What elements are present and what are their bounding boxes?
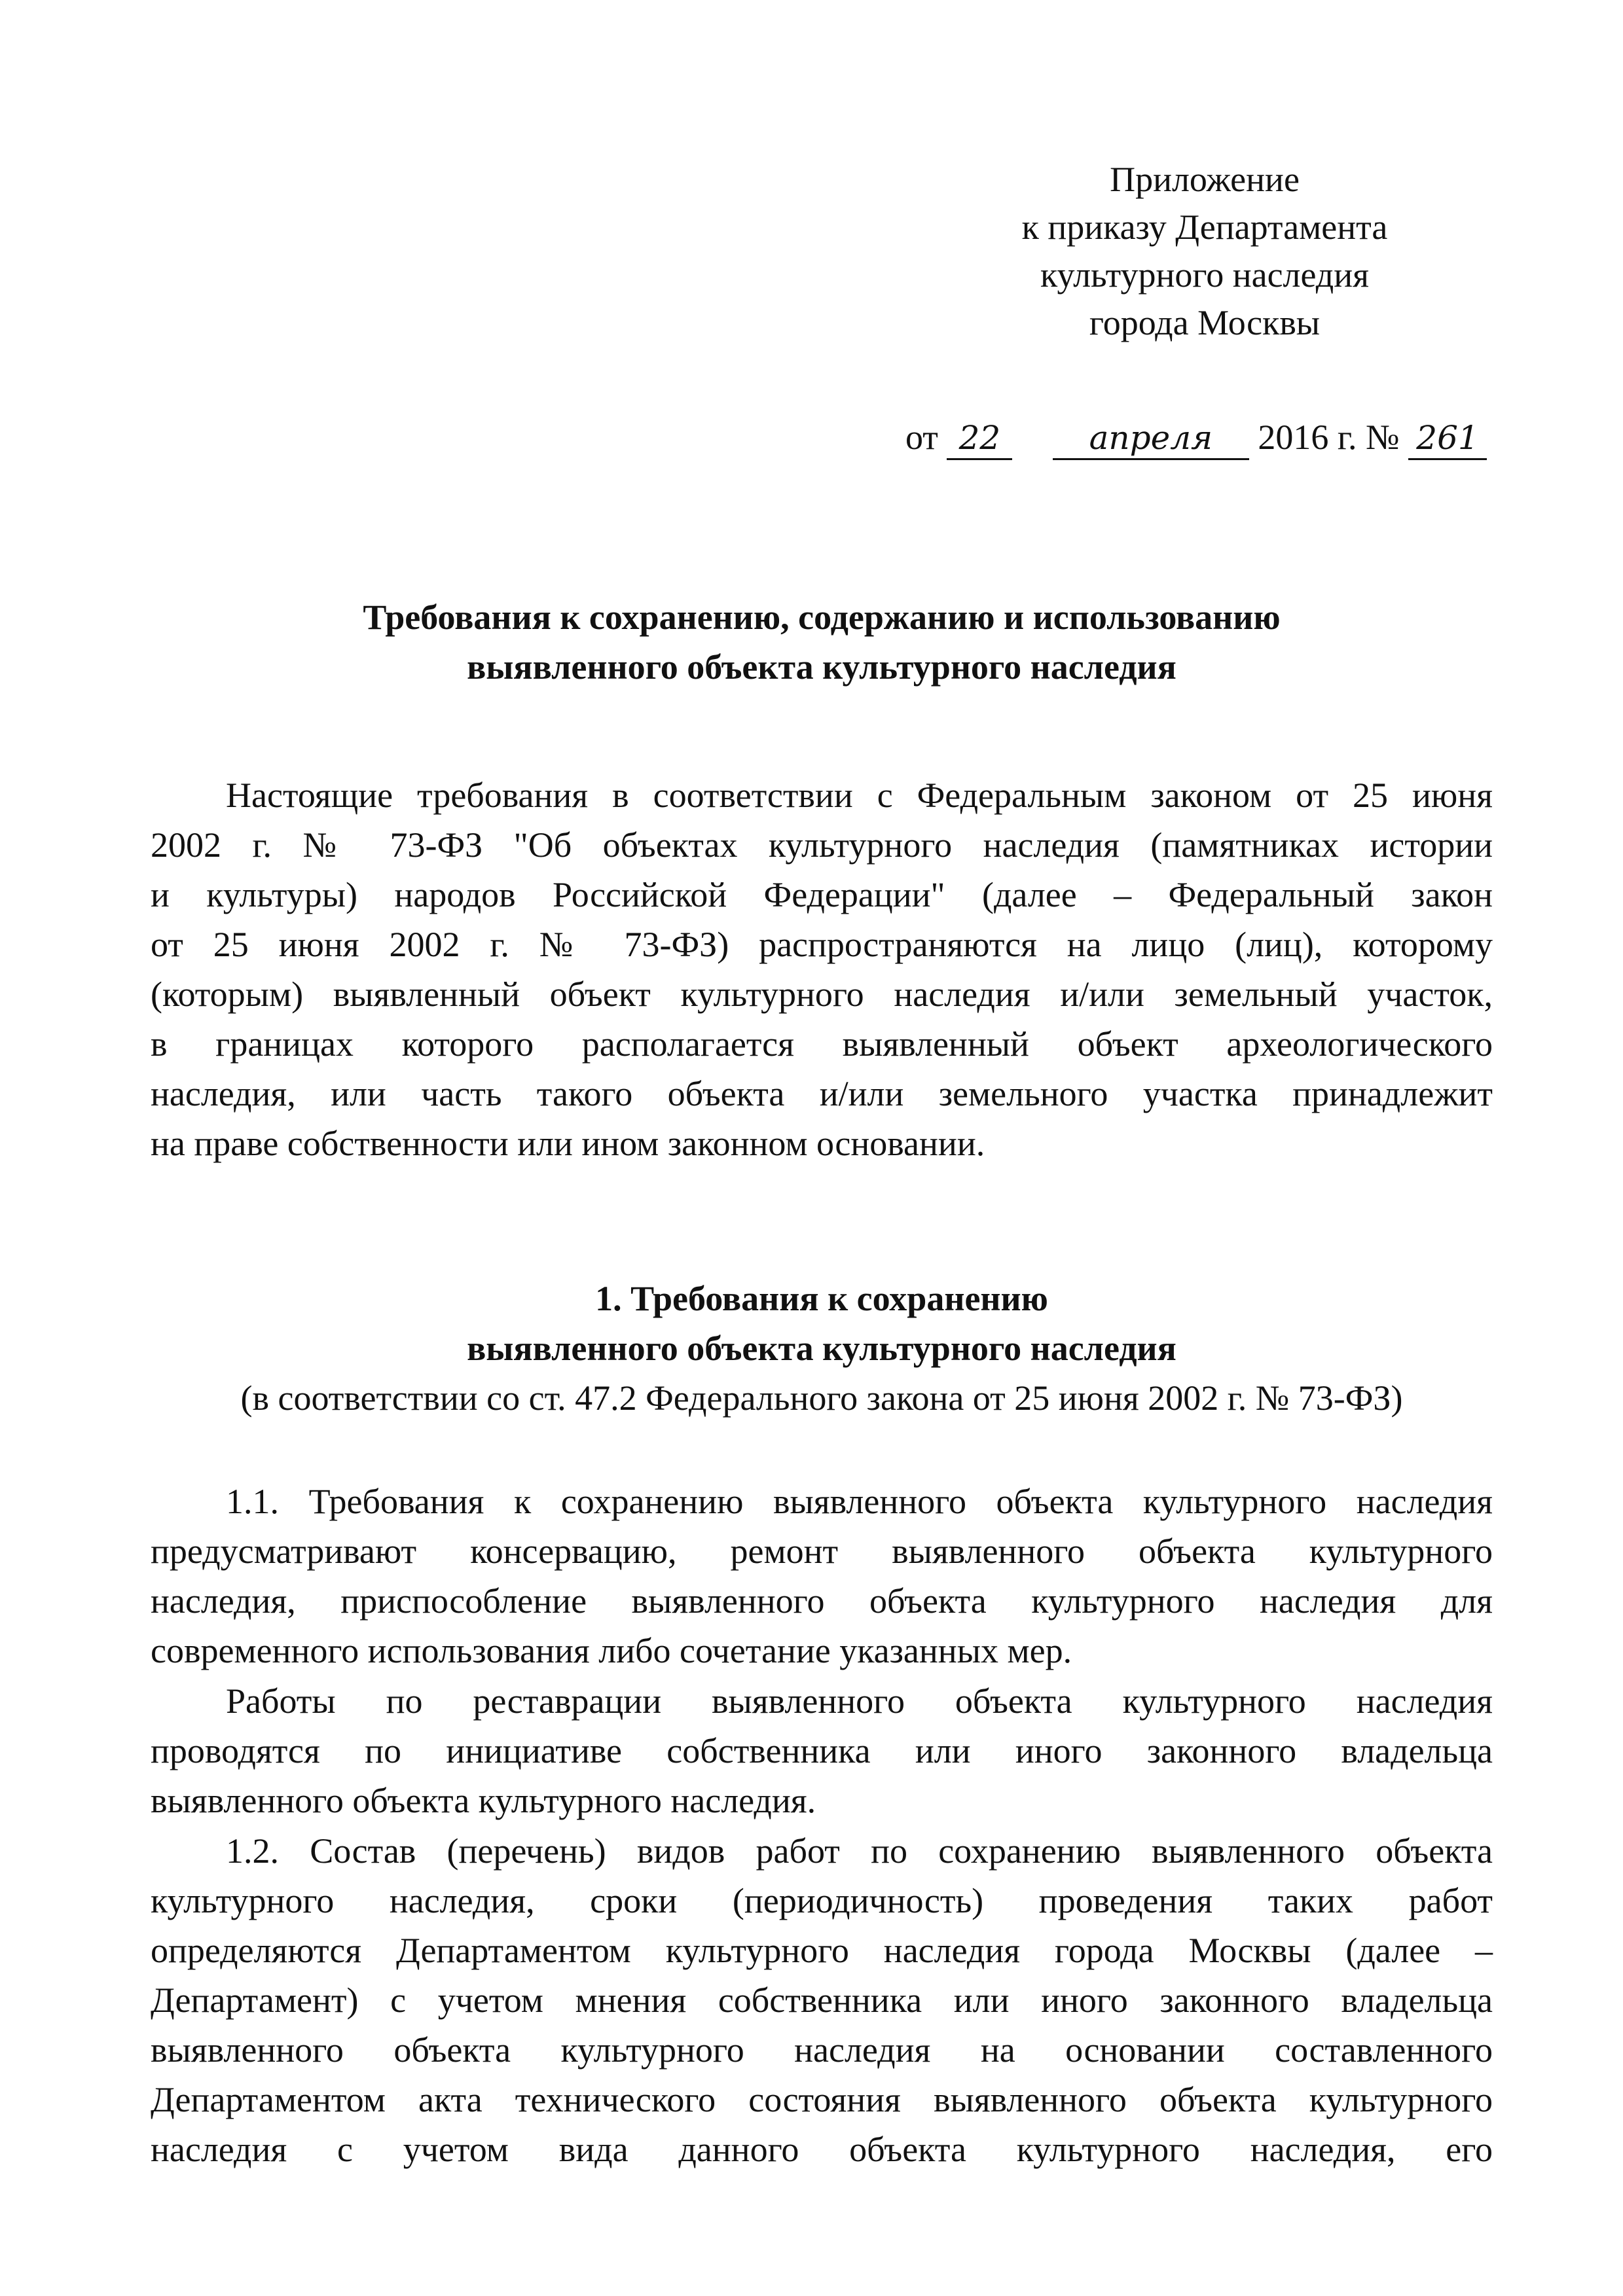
- paragraph-1-2: [151, 1826, 1493, 2174]
- text-line: наследия, приспособление выявленного объекта культурного наследия для: [151, 1581, 1493, 1621]
- text-line: и культуры) народов Российской Федерации" (далее – Федеральный закон: [151, 875, 1493, 914]
- text-line: определяются Департаментом культурного наследия города Москвы (далее –: [151, 1931, 1493, 1970]
- text-line: на праве собственности или ином законном основании.: [151, 1124, 985, 1163]
- order-date-number: [905, 411, 1521, 463]
- text-line: Работы по реставрации выявленного объекта культурного наследия: [226, 1681, 1493, 1721]
- text-line: 1.1. Требования к сохранению выявленного объекта культурного наследия: [226, 1482, 1493, 1521]
- text-line: наследия с учетом вида данного объекта культурного наследия, его: [151, 2130, 1493, 2169]
- approval-line: Приложение: [1110, 160, 1300, 199]
- order-number-handwritten: 261: [1408, 418, 1487, 460]
- approval-line: города Москвы: [1089, 303, 1321, 342]
- intro-paragraph: [151, 770, 1493, 1168]
- text-line: предусматривают консервацию, ремонт выявленного объекта культурного: [151, 1532, 1493, 1571]
- order-prefix: от: [905, 418, 938, 457]
- text-line: выявленного объекта культурного наследия на основании составленного: [151, 2030, 1493, 2070]
- text-line: Настоящие требования в соответствии с Федеральным законом от 25 июня: [226, 776, 1493, 815]
- text-line: в границах которого располагается выявленный объект археологического: [151, 1024, 1493, 1064]
- text-line: Департамент) с учетом мнения собственника или иного законного владельца: [151, 1981, 1493, 2020]
- text-line: 2002 г. № 73-ФЗ "Об объектах культурного наследия (памятниках истории: [151, 825, 1493, 865]
- section-subtitle: (в соответствии со ст. 47.2 Федерального закона от 25 июня 2002 г. № 73-ФЗ): [240, 1378, 1403, 1418]
- approval-block: [903, 156, 1506, 347]
- document-title: [151, 592, 1493, 692]
- section-title-line: 1. Требования к сохранению: [595, 1279, 1048, 1318]
- text-line: наследия, или часть такого объекта и/или земельного участка принадлежит: [151, 1074, 1493, 1113]
- section-1-heading: [151, 1274, 1493, 1423]
- section-title-line: выявленного объекта культурного наследия: [467, 1329, 1176, 1368]
- text-line: современного использования либо сочетание указанных мер.: [151, 1631, 1072, 1670]
- paragraph-1-1: [151, 1477, 1493, 1676]
- order-month-handwritten: апреля: [1053, 418, 1249, 460]
- paragraph-1-1-restoration: [151, 1676, 1493, 1825]
- approval-line: культурного наследия: [1040, 255, 1369, 295]
- text-line: культурного наследия, сроки (периодичность) проведения таких работ: [151, 1881, 1493, 1920]
- order-year-text: 2016 г. №: [1258, 418, 1400, 457]
- text-line: 1.2. Состав (перечень) видов работ по сохранению выявленного объекта: [226, 1831, 1493, 1871]
- text-line: выявленного объекта культурного наследия.: [151, 1781, 816, 1820]
- text-line: Департаментом акта технического состояния выявленного объекта культурного: [151, 2080, 1493, 2119]
- title-line: Требования к сохранению, содержанию и использованию: [363, 598, 1281, 637]
- order-day-handwritten: 22: [947, 418, 1012, 460]
- text-line: от 25 июня 2002 г. № 73-ФЗ) распространяются на лицо (лиц), которому: [151, 925, 1493, 964]
- text-line: (которым) выявленный объект культурного наследия и/или земельный участок,: [151, 975, 1493, 1014]
- approval-line: к приказу Департамента: [1021, 207, 1388, 247]
- text-line: проводятся по инициативе собственника или иного законного владельца: [151, 1731, 1493, 1770]
- title-line: выявленного объекта культурного наследия: [467, 647, 1176, 687]
